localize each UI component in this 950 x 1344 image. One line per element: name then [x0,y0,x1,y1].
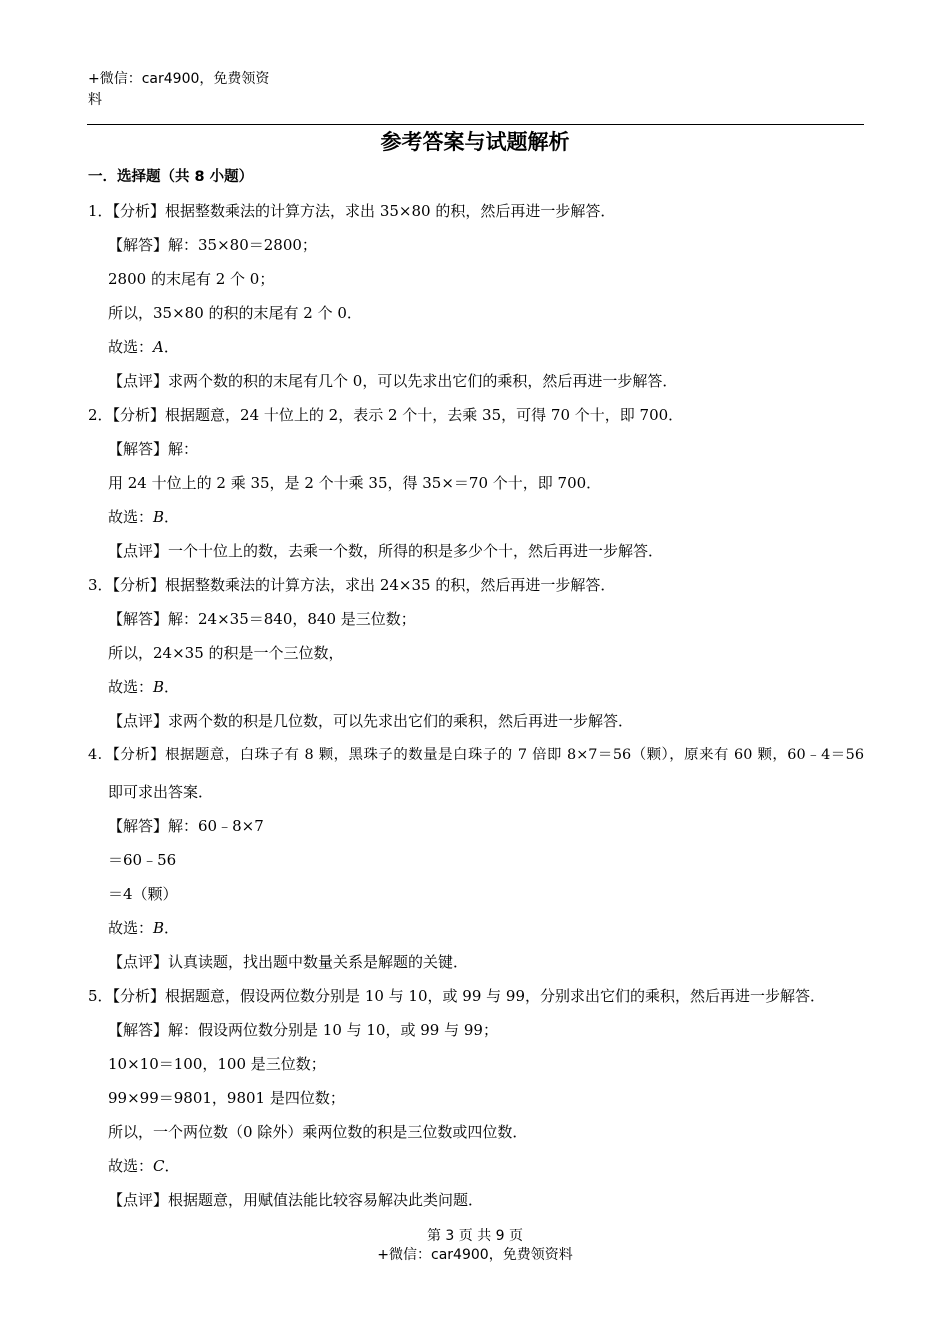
q2-choice [108,506,179,528]
q5-step2: 99×99＝9801，9801 是四位数； [108,1089,345,1107]
q1-answer: 【解答】解：35×80＝2800； [108,236,317,254]
header-note-line1: +微信：car4900，免费领资 [88,71,270,87]
q4-comment: 【点评】认真读题，找出题中数量关系是解题的关键． [108,953,469,971]
q5-step3: 所以，一个两位数（0 除外）乘两位数的积是三位数或四位数． [108,1123,528,1141]
choice-period: ． [164,919,180,937]
choice-period: ． [163,338,179,356]
choice-letter: B [153,678,165,696]
q3-answer: 【解答】解：24×35＝840，840 是三位数； [108,610,416,628]
q1-step1: 2800 的末尾有 2 个 0； [108,270,275,288]
q2-step1: 用 24 十位上的 2 乘 35，是 2 个十乘 35，得 35×＝70 个十，即 700． [108,474,602,492]
choice-label: 故选： [108,678,154,696]
q1-comment: 【点评】求两个数的积的末尾有几个 0，可以先求出它们的乘积，然后再进一步解答． [108,372,678,390]
header-note-line2: 料 [88,92,102,108]
header-rule [87,124,864,125]
q2-answer: 【解答】解： [108,440,199,458]
page-number: 第 3 页 共 9 页 [426,1228,524,1244]
q5-answer: 【解答】解：假设两位数分别是 10 与 10，或 99 与 99； [108,1021,498,1039]
choice-period: ． [164,508,180,526]
q1-step2: 所以，35×80 的积的末尾有 2 个 0． [108,304,362,322]
choice-letter: B [153,919,165,937]
q4-step2: ＝4（颗） [108,885,178,903]
page-title: 参考答案与试题解析 [380,130,570,154]
choice-period: ． [164,678,180,696]
footer-note: +微信：car4900，免费领资料 [377,1247,573,1263]
choice-label: 故选： [108,1157,154,1175]
q3-step1: 所以，24×35 的积是一个三位数， [108,644,344,662]
q1-analysis: 1．【分析】根据整数乘法的计算方法，求出 35×80 的积，然后再进一步解答． [88,202,616,220]
q5-comment: 【点评】根据题意，用赋值法能比较容易解决此类问题． [108,1191,484,1209]
q5-analysis: 5．【分析】根据题意，假设两位数分别是 10 与 10，或 99 与 99，分别求出它们的乘积，然后再进一步解答． [88,987,826,1005]
choice-period: ． [164,1157,180,1175]
q3-choice [108,676,179,698]
q2-analysis: 2．【分析】根据题意，24 十位上的 2，表示 2 个十，去乘 35，可得 70 个十，即 700． [88,406,684,424]
choice-label: 故选： [108,338,154,356]
choice-label: 故选： [108,919,154,937]
q4-choice [108,917,179,939]
q4-analysis: 4．【分析】根据题意，白珠子有 8 颗，黑珠子的数量是白珠子的 7 倍即 8×7＝56（颗），原来有 60 颗，60﹣4＝56 [88,747,864,763]
q3-comment: 【点评】求两个数的积是几位数，可以先求出它们的乘积，然后再进一步解答． [108,712,634,730]
q5-step1: 10×10＝100，100 是三位数； [108,1055,326,1073]
q3-analysis: 3．【分析】根据整数乘法的计算方法，求出 24×35 的积，然后再进一步解答． [88,576,616,594]
choice-label: 故选： [108,508,154,526]
section-heading: 一．选择题（共 8 小题） [88,169,254,185]
q4-answer: 【解答】解：60﹣8×7 [108,817,264,835]
choice-letter: A [153,338,164,356]
q4-step1: ＝60﹣56 [108,851,177,869]
q5-choice [108,1155,180,1177]
q4-analysis-cont: 即可求出答案． [108,783,214,801]
q2-comment: 【点评】一个十位上的数，去乘一个数，所得的积是多少个十，然后再进一步解答． [108,542,664,560]
choice-letter: B [153,508,165,526]
q1-choice [108,336,179,358]
choice-letter: C [153,1157,165,1175]
header-note [88,69,288,111]
